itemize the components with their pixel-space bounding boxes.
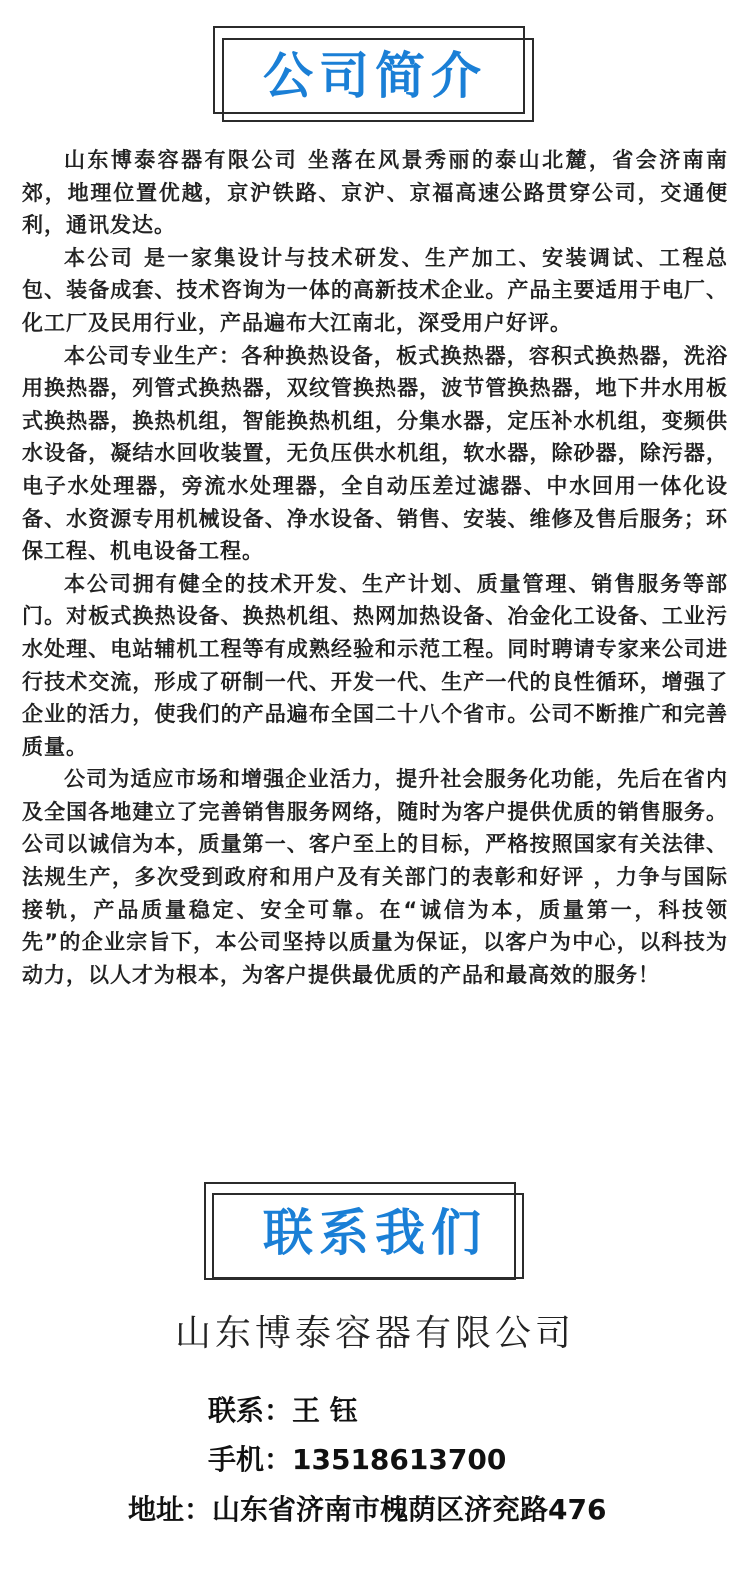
intro-paragraph-1: 山东博泰容器有限公司 坐落在风景秀丽的泰山北麓，省会济南南郊，地理位置优越，京沪铁路、京沪、京福高速公路贯穿公司，交通便利，通讯发达。 [22, 148, 728, 238]
intro-paragraph-5: 公司为适应市场和增强企业活力，提升社会服务化功能，先后在省内及全国各地建立了完善销售服务网络，随时为客户提供优质的销售服务。公司以诚信为本，质量第一、客户至上的目标，严格按照国家有关法律、法规生产，多次受到政府和用户及有关部门的表彰和好评 ，力争与国际接轨，产品质量稳定、安全可靠。在“诚信为本，质量第一，科技领先”的企业宗旨下，本公司坚持以质量为保证，以客户为中心，以科技为动力，以人才为根本，为客户提供最优质的产品和最高效的服务！ [22, 767, 728, 987]
contact-address: 地址：山东省济南市槐荫区济兖路476 [128, 1493, 607, 1526]
intro-paragraph-2: 本公司 是一家集设计与技术研发、生产加工、安装调试、工程总包、装备成套、技术咨询为一体的高新技术企业。产品主要适用于电厂、化工厂及民用行业，产品遍布大江南北，深受用户好评。 [22, 245, 728, 335]
contact-person: 联系：王 钰 [208, 1394, 358, 1427]
intro-paragraph-4: 本公司拥有健全的技术开发、生产计划、质量管理、销售服务等部门。对板式换热设备、换热机组、热网加热设备、冶金化工设备、工业污水处理、电站辅机工程等有成熟经验和示范工程。同时聘请专家来公司进行技术交流，形成了研制一代、开发一代、生产一代的良性循环，增强了企业的活力，使我们的产品遍布全国二十八个省市。公司不断推广和完善质量。 [22, 571, 728, 759]
contact-section-title: 联系我们 [263, 1204, 487, 1262]
intro-paragraph-3: 本公司专业生产：各种换热设备，板式换热器，容积式换热器，洗浴用换热器，列管式换热器，双纹管换热器，波节管换热器，地下井水用板式换热器，换热机组，智能换热机组，分集水器，定压补水机组，变频供水设备，凝结水回收装置，无负压供水机组，软水器，除砂器，除污器，电子水处理器，旁流水处理器，全自动压差过滤器、中水回用一体化设备、水资源专用机械设备、净水设备、销售、安装、维修及售后服务；环保工程、机电设备工程。 [22, 343, 728, 564]
intro-body [22, 144, 728, 991]
intro-section-title: 公司简介 [263, 47, 487, 105]
contact-phone: 手机：13518613700 [208, 1443, 507, 1476]
company-name: 山东博泰容器有限公司 [174, 1313, 575, 1354]
